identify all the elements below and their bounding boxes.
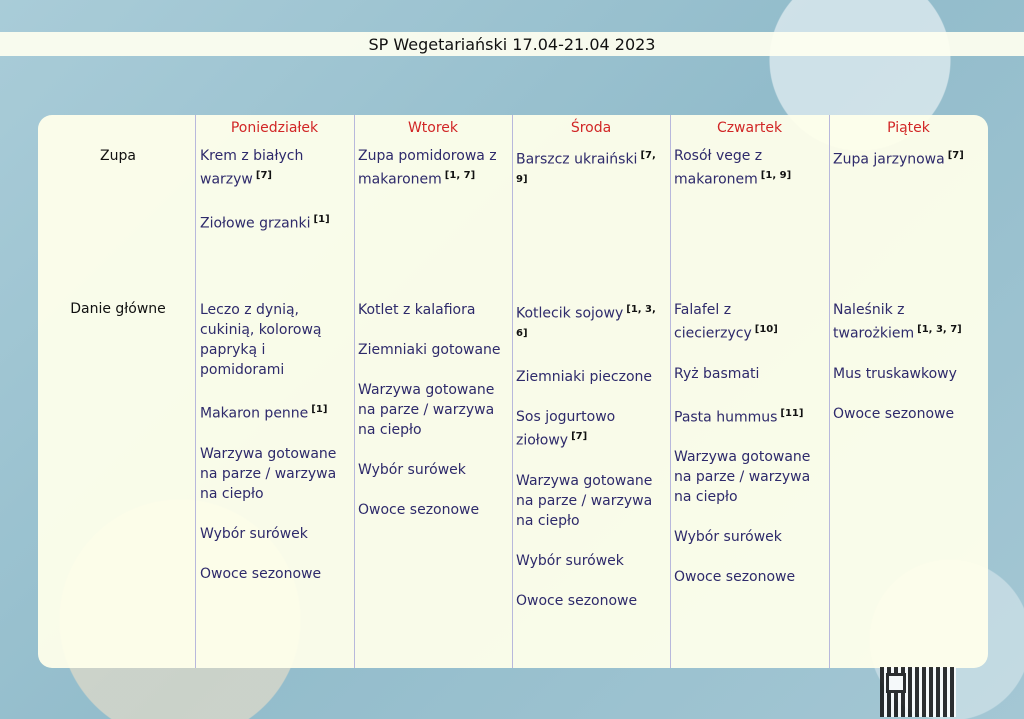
dish-name: Ziołowe grzanki [200, 215, 311, 232]
menu-item [200, 400, 348, 424]
dish-name: Zupa jarzynowa [833, 151, 945, 168]
menu-item [674, 447, 822, 507]
dish-name: Wybór surówek [200, 525, 308, 542]
menu-cell [200, 300, 348, 604]
menu-title: SP Wegetariański 17.04-21.04 2023 [368, 34, 656, 54]
row-label-soup: Zupa [100, 148, 136, 164]
dish-name: Warzywa gotowane na parze / warzywa na ciepło [200, 445, 337, 502]
menu-item [516, 300, 664, 347]
allergen-code: [1] [311, 404, 328, 415]
allergen-code: [7, 9] [516, 150, 656, 185]
dish-name: Naleśnik z twarożkiem [833, 302, 915, 342]
day-header-friday: Piątek [887, 120, 930, 136]
menu-item [516, 407, 664, 451]
column-divider [670, 115, 671, 668]
menu-item [358, 500, 506, 520]
menu-item [833, 146, 981, 170]
dish-name: Ziemniaki pieczone [516, 369, 653, 386]
dish-name: Barszcz ukraiński [516, 151, 638, 168]
dish-name: Owoce sezonowe [516, 592, 638, 609]
menu-cell [200, 146, 348, 253]
day-header-tuesday: Wtorek [407, 120, 459, 136]
menu-item [674, 146, 822, 190]
dish-name: Kotlet z kalafiora [358, 302, 476, 318]
dish-name: Warzywa gotowane na parze / warzywa na ciepło [674, 449, 811, 506]
dish-name: Ziemniaki gotowane [358, 342, 501, 358]
menu-item [200, 210, 348, 234]
menu-item [674, 300, 822, 344]
menu-cell [358, 146, 506, 210]
menu-cell [674, 300, 822, 607]
day-header-thursday: Czwartek [716, 120, 783, 136]
menu-item [200, 444, 348, 504]
menu-cell [833, 146, 981, 190]
qr-code [880, 667, 956, 717]
menu-item [358, 340, 506, 360]
allergen-code: [1, 7] [444, 170, 476, 181]
menu-cell [674, 146, 822, 210]
column-divider [354, 115, 355, 668]
allergen-code: [1, 3, 6] [516, 304, 656, 339]
menu-item [516, 146, 664, 193]
allergen-code: [7] [255, 170, 272, 181]
row-label-main: Danie główne [70, 301, 166, 317]
menu-item [200, 300, 348, 380]
menu-item [200, 146, 348, 190]
allergen-code: [11] [780, 407, 804, 419]
menu-cell [358, 300, 506, 540]
column-divider [512, 115, 513, 668]
menu-table [38, 115, 988, 668]
menu-item [674, 404, 822, 428]
column-divider [195, 115, 196, 668]
dish-name: Wybór surówek [358, 462, 466, 478]
dish-name: Owoce sezonowe [674, 569, 796, 586]
dish-name: Wybór surówek [674, 529, 782, 546]
menu-cell [516, 300, 664, 631]
dish-name: Rosół vege z makaronem [674, 148, 763, 188]
menu-item [516, 367, 664, 387]
menu-item [358, 460, 506, 480]
dish-name: Zupa pomidorowa z makaronem [358, 148, 497, 188]
dish-name: Ryż basmati [674, 365, 760, 382]
dish-name: Warzywa gotowane na parze / warzywa na ciepło [358, 382, 495, 438]
menu-item [358, 300, 506, 320]
page-title [0, 32, 1024, 56]
menu-item [358, 146, 506, 190]
allergen-code: [1, 3, 7] [917, 324, 962, 335]
dish-name: Wybór surówek [516, 552, 624, 569]
dish-name: Krem z białych warzyw [200, 148, 304, 188]
dish-name: Kotlecik sojowy [516, 305, 624, 322]
menu-item [833, 300, 981, 344]
menu-item [516, 551, 664, 571]
column-divider [829, 115, 830, 668]
menu-cell [516, 146, 664, 213]
allergen-code: [7] [571, 431, 588, 443]
menu-item [674, 364, 822, 384]
dish-name: Owoce sezonowe [200, 565, 322, 582]
menu-item [833, 404, 981, 424]
dish-name: Makaron penne [200, 405, 309, 422]
dish-name: Warzywa gotowane na parze / warzywa na ciepło [516, 472, 653, 529]
dish-name: Mus truskawkowy [833, 365, 957, 382]
dish-name: Sos jogurtowo ziołowy [516, 409, 616, 449]
menu-item [200, 524, 348, 544]
allergen-code: [1, 9] [760, 170, 792, 181]
menu-item [200, 564, 348, 584]
allergen-code: [7] [947, 150, 964, 161]
dish-name: Owoce sezonowe [358, 502, 480, 518]
allergen-code: [10] [754, 324, 778, 335]
dish-name: Pasta hummus [674, 409, 778, 426]
menu-item [674, 527, 822, 547]
day-header-monday: Poniedziałek [230, 120, 319, 136]
day-header-wednesday: Środa [570, 120, 612, 136]
dish-name: Owoce sezonowe [833, 405, 955, 422]
dish-name: Falafel z ciecierzycy [674, 302, 752, 342]
menu-item [358, 380, 506, 440]
dish-name: Leczo z dynią, cukinią, kolorową papryką i pomidorami [200, 302, 322, 378]
menu-item [833, 364, 981, 384]
allergen-code: [1] [313, 213, 330, 225]
menu-item [516, 471, 664, 531]
menu-item [674, 567, 822, 587]
menu-cell [833, 300, 981, 444]
menu-item [516, 591, 664, 611]
